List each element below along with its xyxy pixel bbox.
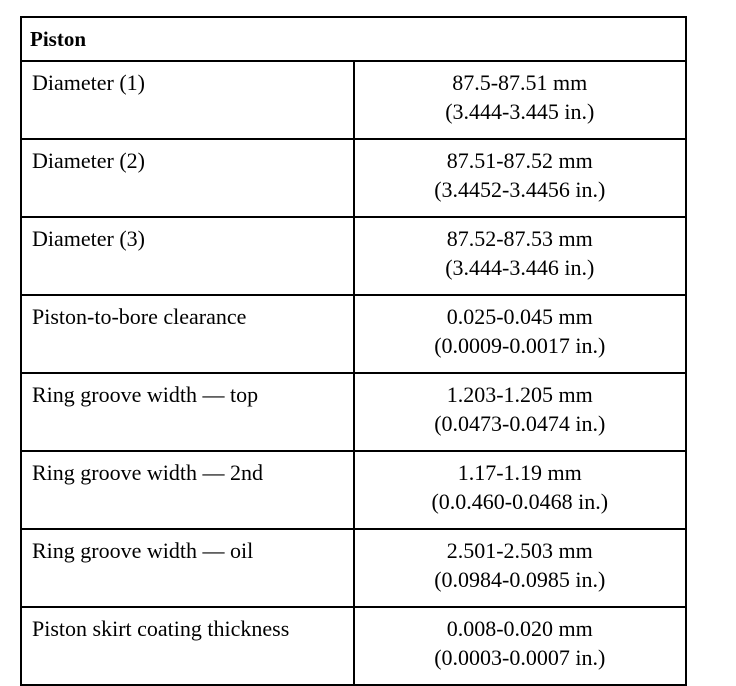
param-value — [354, 373, 687, 451]
metric-value: 0.008-0.020 mm — [446, 616, 593, 641]
param-value — [354, 607, 687, 685]
param-label: Diameter (3) — [21, 217, 354, 295]
param-label: Ring groove width — 2nd — [21, 451, 354, 529]
table-header-row — [21, 17, 686, 61]
metric-value: 0.025-0.045 mm — [446, 304, 593, 329]
table-row — [21, 61, 686, 139]
metric-value: 1.203-1.205 mm — [446, 382, 593, 407]
imperial-value: (0.0984-0.0985 in.) — [434, 567, 606, 592]
imperial-value: (0.0003-0.0007 in.) — [434, 645, 606, 670]
piston-spec-table — [20, 16, 687, 686]
metric-value: 87.51-87.52 mm — [446, 148, 593, 173]
param-label: Ring groove width — oil — [21, 529, 354, 607]
param-value — [354, 295, 687, 373]
metric-value: 87.5-87.51 mm — [452, 70, 588, 95]
param-label: Diameter (1) — [21, 61, 354, 139]
table-row — [21, 607, 686, 685]
param-value — [354, 451, 687, 529]
imperial-value: (0.0.460-0.0468 in.) — [431, 489, 609, 514]
param-value — [354, 529, 687, 607]
metric-value: 1.17-1.19 mm — [457, 460, 582, 485]
table-row — [21, 451, 686, 529]
param-value — [354, 139, 687, 217]
imperial-value: (3.4452-3.4456 in.) — [434, 177, 606, 202]
param-value — [354, 61, 687, 139]
table-title: Piston — [21, 17, 686, 61]
param-label: Piston-to-bore clearance — [21, 295, 354, 373]
param-label: Diameter (2) — [21, 139, 354, 217]
imperial-value: (0.0009-0.0017 in.) — [434, 333, 606, 358]
table-row — [21, 217, 686, 295]
imperial-value: (0.0473-0.0474 in.) — [434, 411, 606, 436]
param-value — [354, 217, 687, 295]
imperial-value: (3.444-3.445 in.) — [445, 99, 595, 124]
param-label: Piston skirt coating thickness — [21, 607, 354, 685]
table-row — [21, 295, 686, 373]
imperial-value: (3.444-3.446 in.) — [445, 255, 595, 280]
table-row — [21, 529, 686, 607]
param-label: Ring groove width — top — [21, 373, 354, 451]
table-row — [21, 139, 686, 217]
metric-value: 87.52-87.53 mm — [446, 226, 593, 251]
metric-value: 2.501-2.503 mm — [446, 538, 593, 563]
table-row — [21, 373, 686, 451]
